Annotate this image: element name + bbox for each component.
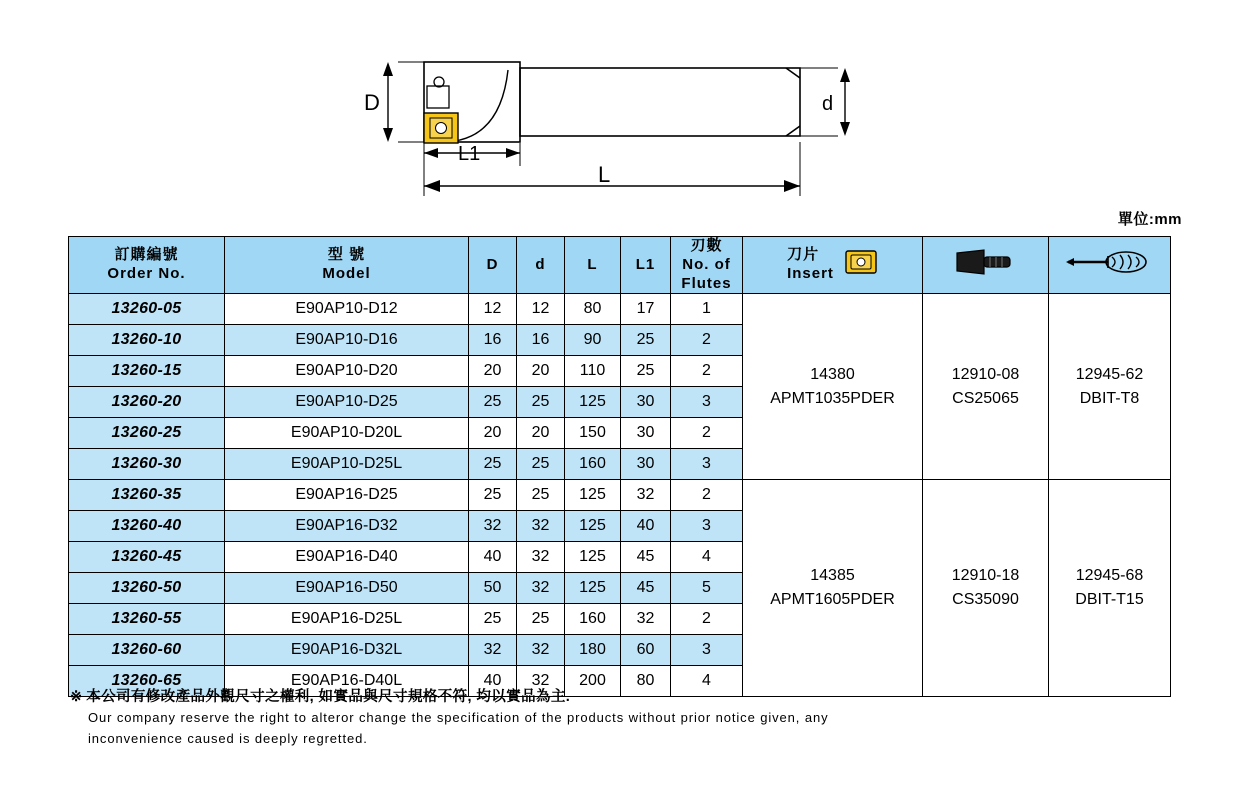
cell-model: E90AP10-D16 (225, 325, 469, 356)
cell-d: 16 (517, 325, 565, 356)
cell-D: 32 (469, 511, 517, 542)
cell-D: 16 (469, 325, 517, 356)
cell-holder-group (923, 294, 1049, 480)
cell-D: 25 (469, 387, 517, 418)
cell-model: E90AP10-D20L (225, 418, 469, 449)
cell-D: 12 (469, 294, 517, 325)
cell-order-no: 13260-65 (69, 666, 225, 697)
cell-flutes: 3 (671, 449, 743, 480)
cell-model: E90AP10-D25L (225, 449, 469, 480)
cell-order-no: 13260-15 (69, 356, 225, 387)
cell-L1: 30 (621, 449, 671, 480)
cell-order-no: 13260-40 (69, 511, 225, 542)
cell-model: E90AP16-D25 (225, 480, 469, 511)
cell-D: 32 (469, 635, 517, 666)
cell-wrench-group (1049, 294, 1171, 480)
holder-code: 12910-18 (951, 567, 1020, 585)
cell-L1: 32 (621, 604, 671, 635)
cell-D: 20 (469, 356, 517, 387)
cell-flutes: 4 (671, 542, 743, 573)
cell-D: 50 (469, 573, 517, 604)
cell-D: 40 (469, 666, 517, 697)
holder-name: CS35090 (952, 591, 1019, 609)
header-flutes (671, 237, 743, 294)
cell-d: 12 (517, 294, 565, 325)
header-order-no-en: Order No. (107, 265, 186, 283)
cell-wrench-group (1049, 480, 1171, 697)
cell-order-no: 13260-50 (69, 573, 225, 604)
cell-order-no: 13260-35 (69, 480, 225, 511)
cell-L: 200 (565, 666, 621, 697)
header-L-label: L (587, 255, 598, 273)
cell-D: 25 (469, 449, 517, 480)
header-model-en: Model (322, 265, 371, 283)
cell-L1: 60 (621, 635, 671, 666)
cell-order-no: 13260-05 (69, 294, 225, 325)
holder-icon (954, 264, 1018, 281)
cell-order-no: 13260-10 (69, 325, 225, 356)
cell-flutes: 2 (671, 604, 743, 635)
cell-L: 90 (565, 325, 621, 356)
cell-L: 160 (565, 604, 621, 635)
cell-holder-group (923, 480, 1049, 697)
footer-star: ※ (70, 689, 83, 705)
footer-note-cn: 本公司有修改產品外觀尺寸之權利, 如實品與尺寸規格不符, 均以實品為主. (86, 689, 571, 705)
cell-model: E90AP10-D20 (225, 356, 469, 387)
cell-L1: 80 (621, 666, 671, 697)
cell-order-no: 13260-55 (69, 604, 225, 635)
cell-L: 80 (565, 294, 621, 325)
dimension-label-L: L (598, 162, 611, 187)
cell-d: 25 (517, 387, 565, 418)
cell-D: 25 (469, 480, 517, 511)
footer-note-en-line1: Our company reserve the right to alteror change the specification of the products without prior notice given, any (88, 710, 829, 726)
cell-L: 150 (565, 418, 621, 449)
cell-d: 20 (517, 418, 565, 449)
cell-model: E90AP16-D32 (225, 511, 469, 542)
header-d-label: d (535, 255, 546, 273)
header-D (469, 237, 517, 294)
unit-label: 單位:mm (1117, 211, 1182, 228)
cell-order-no: 13260-25 (69, 418, 225, 449)
cell-model: E90AP16-D40 (225, 542, 469, 573)
table-row (69, 294, 1171, 325)
cell-L: 110 (565, 356, 621, 387)
cell-flutes: 2 (671, 325, 743, 356)
cell-L: 125 (565, 511, 621, 542)
holder-name: CS25065 (952, 389, 1019, 407)
header-insert (743, 237, 923, 294)
header-model (225, 237, 469, 294)
cell-flutes: 2 (671, 480, 743, 511)
cell-insert-group (743, 294, 923, 480)
header-L (565, 237, 621, 294)
table-row (69, 480, 1171, 511)
cell-model: E90AP10-D12 (225, 294, 469, 325)
header-order-no-cn: 訂購編號 (114, 246, 179, 264)
header-order-no (69, 237, 225, 294)
header-flutes-cn: 刃數 (690, 237, 723, 254)
footer-note (70, 686, 1190, 749)
cell-model: E90AP16-D32L (225, 635, 469, 666)
header-wrench (1049, 237, 1171, 294)
cell-D: 20 (469, 418, 517, 449)
header-L1-label: L1 (635, 255, 656, 273)
cell-model: E90AP10-D25 (225, 387, 469, 418)
cell-flutes: 3 (671, 511, 743, 542)
cell-d: 32 (517, 666, 565, 697)
insert-name: APMT1605PDER (770, 591, 895, 609)
wrench-name: DBIT-T8 (1079, 389, 1140, 407)
holder-code: 12910-08 (951, 365, 1020, 383)
footer-note-en-line2: inconvenience caused is deeply regretted. (88, 730, 368, 746)
cell-flutes: 1 (671, 294, 743, 325)
cell-d: 25 (517, 480, 565, 511)
header-flutes-en: No. of Flutes (681, 255, 732, 292)
insert-icon (844, 248, 878, 282)
cell-insert-group (743, 480, 923, 697)
cell-L1: 45 (621, 573, 671, 604)
cell-d: 25 (517, 449, 565, 480)
cell-L1: 30 (621, 387, 671, 418)
cell-D: 25 (469, 604, 517, 635)
table-body (69, 294, 1171, 697)
header-L1 (621, 237, 671, 294)
cell-flutes: 3 (671, 635, 743, 666)
wrench-icon (1064, 263, 1156, 280)
cell-L: 125 (565, 542, 621, 573)
insert-code: 14380 (810, 365, 855, 383)
cell-flutes: 5 (671, 573, 743, 604)
specification-table (68, 236, 1171, 697)
cell-L1: 25 (621, 356, 671, 387)
dimension-label-L1: L1 (458, 143, 481, 165)
cell-model: E90AP16-D40L (225, 666, 469, 697)
dimension-label-D: D (364, 90, 380, 115)
cell-model: E90AP16-D25L (225, 604, 469, 635)
insert-name: APMT1035PDER (770, 389, 895, 407)
header-D-label: D (486, 255, 499, 273)
cell-L1: 30 (621, 418, 671, 449)
header-insert-cn: 刀片 (787, 246, 820, 264)
cell-L: 125 (565, 480, 621, 511)
cell-L: 180 (565, 635, 621, 666)
cell-L: 125 (565, 387, 621, 418)
cell-flutes: 2 (671, 418, 743, 449)
cell-flutes: 3 (671, 387, 743, 418)
cell-order-no: 13260-30 (69, 449, 225, 480)
cell-d: 32 (517, 635, 565, 666)
cell-L1: 17 (621, 294, 671, 325)
cell-L: 125 (565, 573, 621, 604)
wrench-code: 12945-62 (1075, 365, 1144, 383)
cell-L1: 45 (621, 542, 671, 573)
cell-d: 20 (517, 356, 565, 387)
dimension-label-d: d (822, 93, 834, 115)
cell-d: 32 (517, 573, 565, 604)
table-header-row (69, 237, 1171, 294)
header-holder (923, 237, 1049, 294)
cell-order-no: 13260-20 (69, 387, 225, 418)
cell-L: 160 (565, 449, 621, 480)
cell-D: 40 (469, 542, 517, 573)
cell-L1: 40 (621, 511, 671, 542)
cell-order-no: 13260-60 (69, 635, 225, 666)
cell-order-no: 13260-45 (69, 542, 225, 573)
cell-L1: 25 (621, 325, 671, 356)
header-insert-en: Insert (787, 265, 834, 283)
insert-code: 14385 (810, 567, 855, 585)
cell-d: 32 (517, 511, 565, 542)
cell-d: 25 (517, 604, 565, 635)
cell-flutes: 2 (671, 356, 743, 387)
cell-L1: 32 (621, 480, 671, 511)
cell-d: 32 (517, 542, 565, 573)
wrench-code: 12945-68 (1075, 567, 1144, 585)
header-model-cn: 型 號 (327, 246, 366, 264)
header-d (517, 237, 565, 294)
wrench-name: DBIT-T15 (1075, 591, 1144, 609)
tool-diagram (0, 0, 1240, 215)
cell-model: E90AP16-D50 (225, 573, 469, 604)
cell-flutes: 4 (671, 666, 743, 697)
